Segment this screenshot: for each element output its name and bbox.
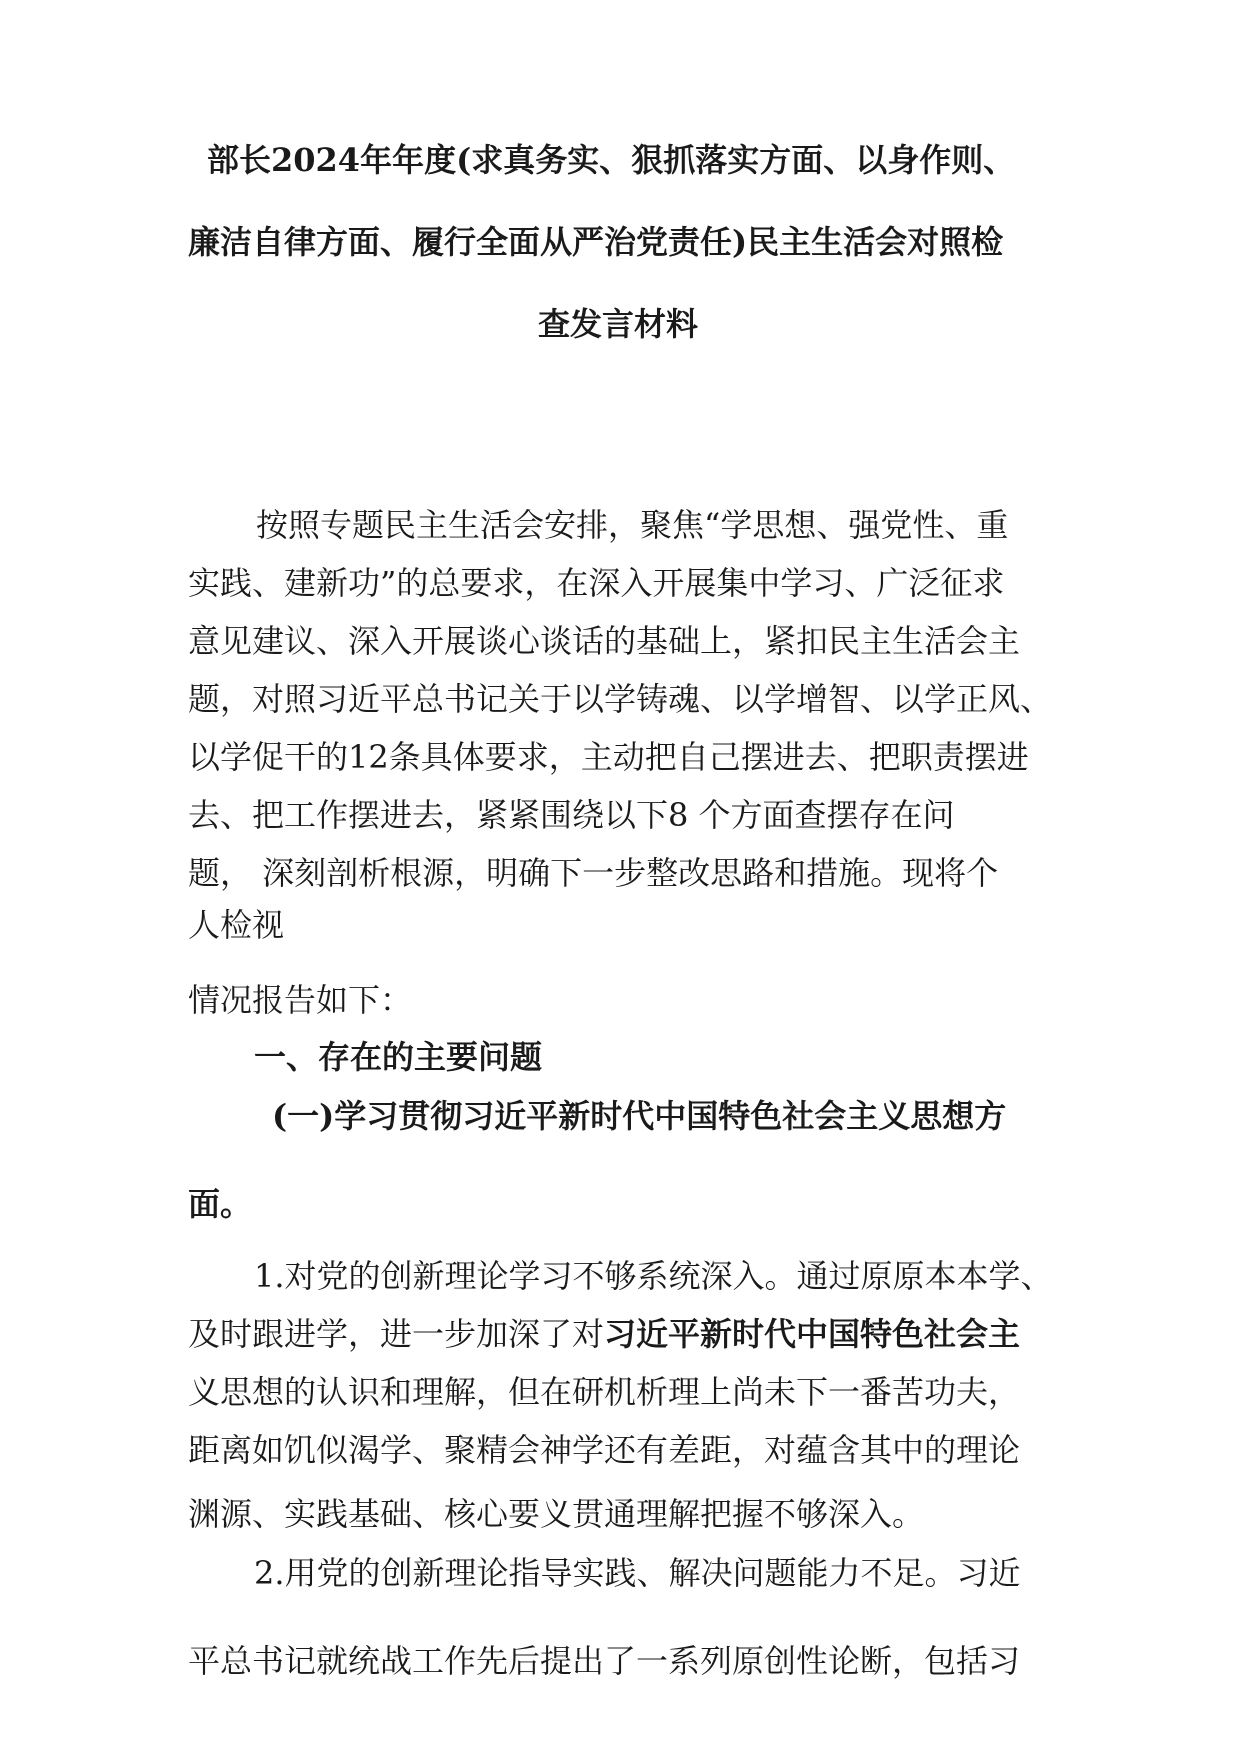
intro-line-2: 实践、建新功”的总要求，在深入开展集中学习、广泛征求 <box>188 564 1005 602</box>
intro-line-1: 按照专题民主生活会安排，聚焦“学思想、强党性、重 <box>256 506 1009 544</box>
title-line-3: 查发言材料 <box>538 305 699 343</box>
intro-line-8: 人检视 <box>188 906 285 944</box>
section-heading: 一、存在的主要问题 <box>254 1038 543 1076</box>
intro-line-3: 意见建议、深入开展谈心谈话的基础上，紧扣民主生活会主 <box>188 622 1021 660</box>
item2-line-2: 平总书记就统战工作先后提出了一系列原创性论断，包括习 <box>188 1642 1021 1680</box>
item1-line-2-prefix: 及时跟进学，进一步加深了对 <box>188 1315 605 1353</box>
item1-line-2-bold: 习近平新时代中国特色社会主 <box>604 1315 1021 1353</box>
item2-line-1: 2.用党的创新理论指导实践、解决问题能力不足。习近 <box>254 1554 1021 1592</box>
subsection-heading-line-2: 面。 <box>188 1185 253 1223</box>
title-line-2: 廉洁自律方面、履行全面从严治党责任)民主生活会对照检 <box>188 223 1004 261</box>
item1-line-4: 距离如饥似渴学、聚精会神学还有差距，对蕴含其中的理论 <box>188 1431 1021 1469</box>
item1-line-1: 1.对党的创新理论学习不够系统深入。通过原原本本学、 <box>254 1257 1053 1295</box>
item1-line-3: 义思想的认识和理解，但在研机析理上尚未下一番苦功夫， <box>188 1373 1021 1411</box>
title-line-1: 部长2024年年度(求真务实、狠抓落实方面、以身作则、 <box>207 141 1016 179</box>
intro-line-4: 题，对照习近平总书记关于以学铸魂、以学增智、以学正风、 <box>188 680 1053 718</box>
intro-line-9: 情况报告如下： <box>188 981 413 1019</box>
intro-line-6: 去、把工作摆进去，紧紧围绕以下8 个方面查摆存在问 <box>188 796 955 834</box>
intro-line-5: 以学促干的12条具体要求，主动把自己摆进去、把职责摆进 <box>188 738 1029 776</box>
intro-line-7: 题， 深刻剖析根源，明确下一步整改思路和措施。现将个 <box>188 854 999 892</box>
item1-line-2 <box>188 1314 1020 1354</box>
subsection-heading-line-1: (一)学习贯彻习近平新时代中国特色社会主义思想方 <box>272 1097 1007 1135</box>
item1-line-5: 渊源、实践基础、核心要义贯通理解把握不够深入。 <box>188 1495 925 1533</box>
